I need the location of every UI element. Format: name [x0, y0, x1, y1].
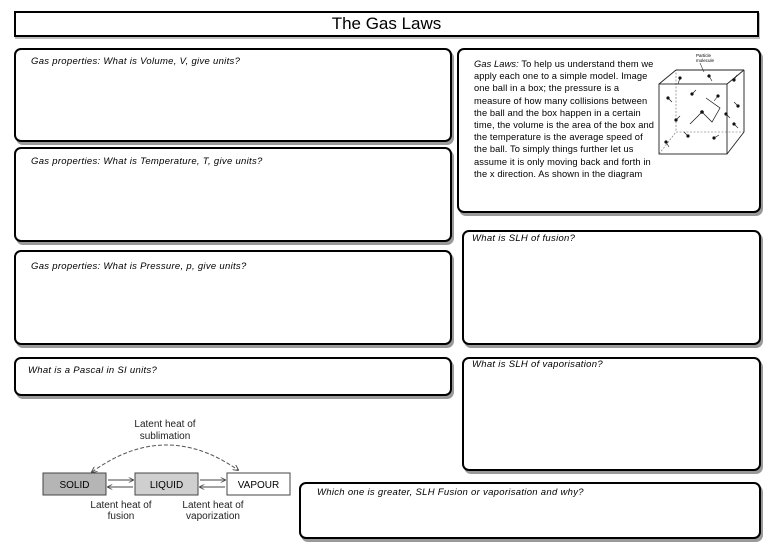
page-title: The Gas Laws [14, 11, 759, 37]
sublimation-label-line1: Latent heat of [134, 419, 196, 430]
gas-laws-description [474, 58, 656, 180]
slh-fusion-question: What is SLH of fusion? [472, 233, 576, 244]
phase-change-diagram [40, 414, 295, 524]
vaporization-label-line2: vaporization [186, 511, 240, 522]
diagram-label-line1: Particle [696, 53, 712, 58]
fusion-label-line1: Latent heat of [90, 500, 152, 511]
gas-laws-label: Gas Laws: [474, 59, 519, 69]
slh-vaporisation-answer-box[interactable] [462, 357, 761, 471]
fusion-label-line2: fusion [107, 511, 135, 522]
vapour-state-label: VAPOUR [237, 480, 280, 491]
slh-fusion-answer-box[interactable] [462, 230, 761, 345]
temperature-question: Gas properties: What is Temperature, T, give units? [31, 156, 263, 167]
gas-laws-text: To help us understand them we apply each one to a simple model. Image one ball in a box; the pressure is a measure of how many collisions between the ball and the box happen in a certain time, the volume is the area of the box and the temperature is the average speed of the ball. To simply things further let us assume it is only moving back and forth in the x direction. As shown in the diagram [474, 59, 655, 179]
vaporization-label-line1: Latent heat of [182, 500, 244, 511]
sublimation-label-line2: sublimation [139, 431, 191, 442]
liquid-state-label: LIQUID [149, 480, 184, 491]
pascal-question: What is a Pascal in SI units? [28, 365, 158, 376]
particle-box-diagram [654, 50, 758, 160]
slh-vaporisation-question: What is SLH of vaporisation? [472, 359, 603, 370]
greater-question: Which one is greater, SLH Fusion or vaporisation and why? [317, 487, 584, 498]
solid-state-label: SOLID [59, 480, 90, 491]
pressure-question: Gas properties: What is Pressure, p, give units? [31, 261, 247, 272]
pascal-answer-box[interactable] [14, 357, 452, 396]
volume-question: Gas properties: What is Volume, V, give units? [31, 56, 241, 67]
diagram-label-line2: molecule [696, 58, 715, 63]
